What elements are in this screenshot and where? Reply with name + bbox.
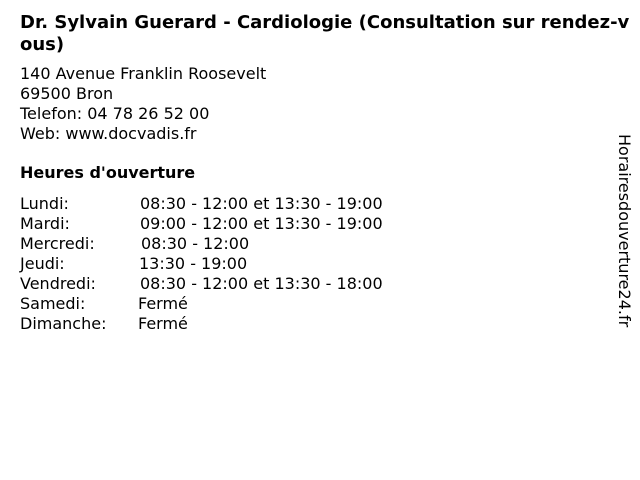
address-block [20, 64, 266, 144]
day-label: Samedi: [20, 294, 86, 313]
time-value: 08:30 - 12:00 et 13:30 - 18:00 [140, 274, 383, 293]
time-value: 08:30 - 12:00 [141, 234, 250, 253]
site-watermark: Horairesdouverture24.fr [615, 134, 634, 328]
day-label: Jeudi: [20, 254, 65, 273]
page-title: Dr. Sylvain Guerard - Cardiologie (Consultation sur rendez-vous) [20, 12, 630, 55]
city-postal: 69500 Bron [20, 84, 114, 103]
day-label: Mardi: [20, 214, 70, 233]
day-label: Vendredi: [20, 274, 96, 293]
time-value: Fermé [138, 294, 188, 313]
day-label: Dimanche: [20, 314, 107, 333]
street-address: 140 Avenue Franklin Roosevelt [20, 64, 267, 83]
time-value: 09:00 - 12:00 et 13:30 - 19:00 [140, 214, 383, 233]
time-value: 08:30 - 12:00 et 13:30 - 19:00 [140, 194, 383, 213]
phone-number: Telefon: 04 78 26 52 00 [20, 104, 210, 123]
day-label: Lundi: [20, 194, 69, 213]
day-label: Mercredi: [20, 234, 95, 253]
website: Web: www.docvadis.fr [20, 124, 197, 143]
time-value: Fermé [138, 314, 188, 333]
hours-heading: Heures d'ouverture [20, 163, 196, 182]
time-value: 13:30 - 19:00 [139, 254, 248, 273]
